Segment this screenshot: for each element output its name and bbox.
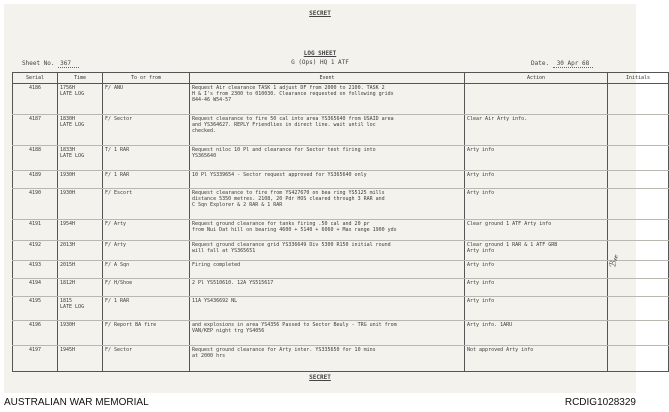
row-initials <box>608 297 669 320</box>
row-action: Arty info <box>465 261 608 279</box>
row-action: Arty info. 1ARU <box>465 320 608 346</box>
row-event: Request niloc 10 Pl and clearance for Sector test firing into YS365640 <box>190 145 465 171</box>
sheet-number-label: Sheet No. <box>22 60 55 67</box>
row-to-from: F/ 1 RAR <box>103 171 190 189</box>
initials-signature-icon: ℬ𝓌 <box>608 253 622 269</box>
date-label: Date. <box>531 60 550 67</box>
table-row <box>13 145 669 171</box>
row-event: Request ground clearance for tanks firing .50 cal and 20 pr from Nui Dat hill on bearing 4600 + 5140 + 6060 + Max range 1900 yds <box>190 220 465 241</box>
table-row <box>13 220 669 241</box>
sheet-date <box>531 60 593 67</box>
row-serial: 4190 <box>13 189 58 220</box>
row-event: 2 Pl YS510610. 12A YS515617 <box>190 279 465 297</box>
row-time: 1833H LATE LOG <box>58 145 103 171</box>
row-to-from: F/ A Sqn <box>103 261 190 279</box>
row-initials <box>608 114 669 145</box>
row-to-from: F/ Escort <box>103 189 190 220</box>
row-serial: 4193 <box>13 261 58 279</box>
col-time: Time <box>58 73 103 84</box>
unit-heading: G (Ops) HQ 1 ATF <box>291 59 349 66</box>
table-row <box>13 261 669 279</box>
row-to-from: T/ 1 RAR <box>103 145 190 171</box>
row-event: 10 Pl YS339654 - Sector request approved for YS365640 only <box>190 171 465 189</box>
row-action: Arty info <box>465 171 608 189</box>
row-serial: 4191 <box>13 220 58 241</box>
row-time: 1830H LATE LOG <box>58 114 103 145</box>
log-sheet-paper <box>4 4 651 393</box>
row-time: 1930H <box>58 171 103 189</box>
row-action: Not approved Arty info <box>465 346 608 372</box>
row-event: Request Air clearance TASK 1 adjust DF from 2000 to 2100. TASK 2 H & I's from 2300 to 010030. Clearance requested on following grids 844-46 W54-57 <box>190 84 465 115</box>
row-to-from: F/ Sector <box>103 346 190 372</box>
row-to-from: F/ Report BA fire <box>103 320 190 346</box>
row-to-from: F/ Arty <box>103 240 190 261</box>
row-event: Request clearance to fire 50 cal into area YS365640 from USAID area and YS364627. REPLY Friendlies in direct line. wait until loc checked. <box>190 114 465 145</box>
col-event: Event <box>190 73 465 84</box>
row-event: 11A YS436692 NL <box>190 297 465 320</box>
row-initials <box>608 84 669 115</box>
row-to-from: F/ 1 RAR <box>103 297 190 320</box>
row-time: 1812H <box>58 279 103 297</box>
classification-top: SECRET <box>309 10 331 17</box>
row-event: Firing completed <box>190 261 465 279</box>
table-row <box>13 297 669 320</box>
row-serial: 4186 <box>13 84 58 115</box>
row-initials <box>608 346 669 372</box>
sheet-number <box>22 60 79 67</box>
row-serial: 4187 <box>13 114 58 145</box>
row-serial: 4189 <box>13 171 58 189</box>
row-action: Clear ground 1 ATF Arty info <box>465 220 608 241</box>
row-action <box>465 84 608 115</box>
row-time: 1954H <box>58 220 103 241</box>
row-initials <box>608 145 669 171</box>
row-time: 1945H <box>58 346 103 372</box>
col-action: Action <box>465 73 608 84</box>
col-serial: Serial <box>13 73 58 84</box>
table-row <box>13 189 669 220</box>
table-row <box>13 84 669 115</box>
table-row <box>13 320 669 346</box>
archive-reference: RCDIG1028329 <box>564 397 636 408</box>
row-action: Arty info <box>465 279 608 297</box>
row-serial: 4196 <box>13 320 58 346</box>
row-action: Arty info <box>465 145 608 171</box>
row-serial: 4197 <box>13 346 58 372</box>
log-table-body <box>13 84 669 372</box>
row-to-from: F/ Sector <box>103 114 190 145</box>
date-value: 30 Apr 68 <box>553 60 594 68</box>
table-row <box>13 114 669 145</box>
row-event: and explosions in area YS4356 Passed to Sector Beuly - TRG unit from VAN/KEP night trg YS4056 <box>190 320 465 346</box>
row-serial: 4195 <box>13 297 58 320</box>
row-initials <box>608 171 669 189</box>
col-initials: Initials <box>608 73 669 84</box>
row-time: 1756H LATE LOG <box>58 84 103 115</box>
row-initials <box>608 220 669 241</box>
row-action: Clear Air Arty info. <box>465 114 608 145</box>
row-action: Arty info <box>465 297 608 320</box>
table-header-row <box>13 73 669 84</box>
row-to-from: F/ Arty <box>103 220 190 241</box>
row-event: Request ground clearance grid YS336649 Div 5300 R150 initial round will fall at YS365651 <box>190 240 465 261</box>
row-time: 2015H <box>58 261 103 279</box>
row-initials <box>608 279 669 297</box>
row-serial: 4188 <box>13 145 58 171</box>
row-serial: 4194 <box>13 279 58 297</box>
row-serial: 4192 <box>13 240 58 261</box>
row-action: Arty info <box>465 189 608 220</box>
row-time: 2013H <box>58 240 103 261</box>
log-sheet-title: LOG SHEET <box>303 50 337 57</box>
row-action: Clear ground 1 RAR & 1 ATF GRB Arty info <box>465 240 608 261</box>
row-initials <box>608 189 669 220</box>
row-event: Request ground clearance for Arty inter. YS335650 for 10 mins at 2000 hrs <box>190 346 465 372</box>
row-time: 1930H <box>58 189 103 220</box>
table-row <box>13 279 669 297</box>
row-time: 1930H <box>58 320 103 346</box>
row-to-from: F/ H/Shoe <box>103 279 190 297</box>
table-row <box>13 240 669 261</box>
table-row <box>13 346 669 372</box>
row-time: 1815 LATE LOG <box>58 297 103 320</box>
sheet-number-value: 367 <box>58 60 79 68</box>
archive-caption: AUSTRALIAN WAR MEMORIAL <box>4 397 149 408</box>
classification-bottom: SECRET <box>309 374 331 381</box>
row-event: Request clearance to fire from YS427670 on bea ring YS5125 mills distance 5350 metres. 2108, 20 Pdr HOS cleared through 3 RAR and C Sqn Explorer & 2 RAR & 1 RAR <box>190 189 465 220</box>
log-table <box>12 72 669 372</box>
table-row <box>13 171 669 189</box>
col-to-from: To or from <box>103 73 190 84</box>
row-initials <box>608 320 669 346</box>
row-to-from: F/ ANU <box>103 84 190 115</box>
